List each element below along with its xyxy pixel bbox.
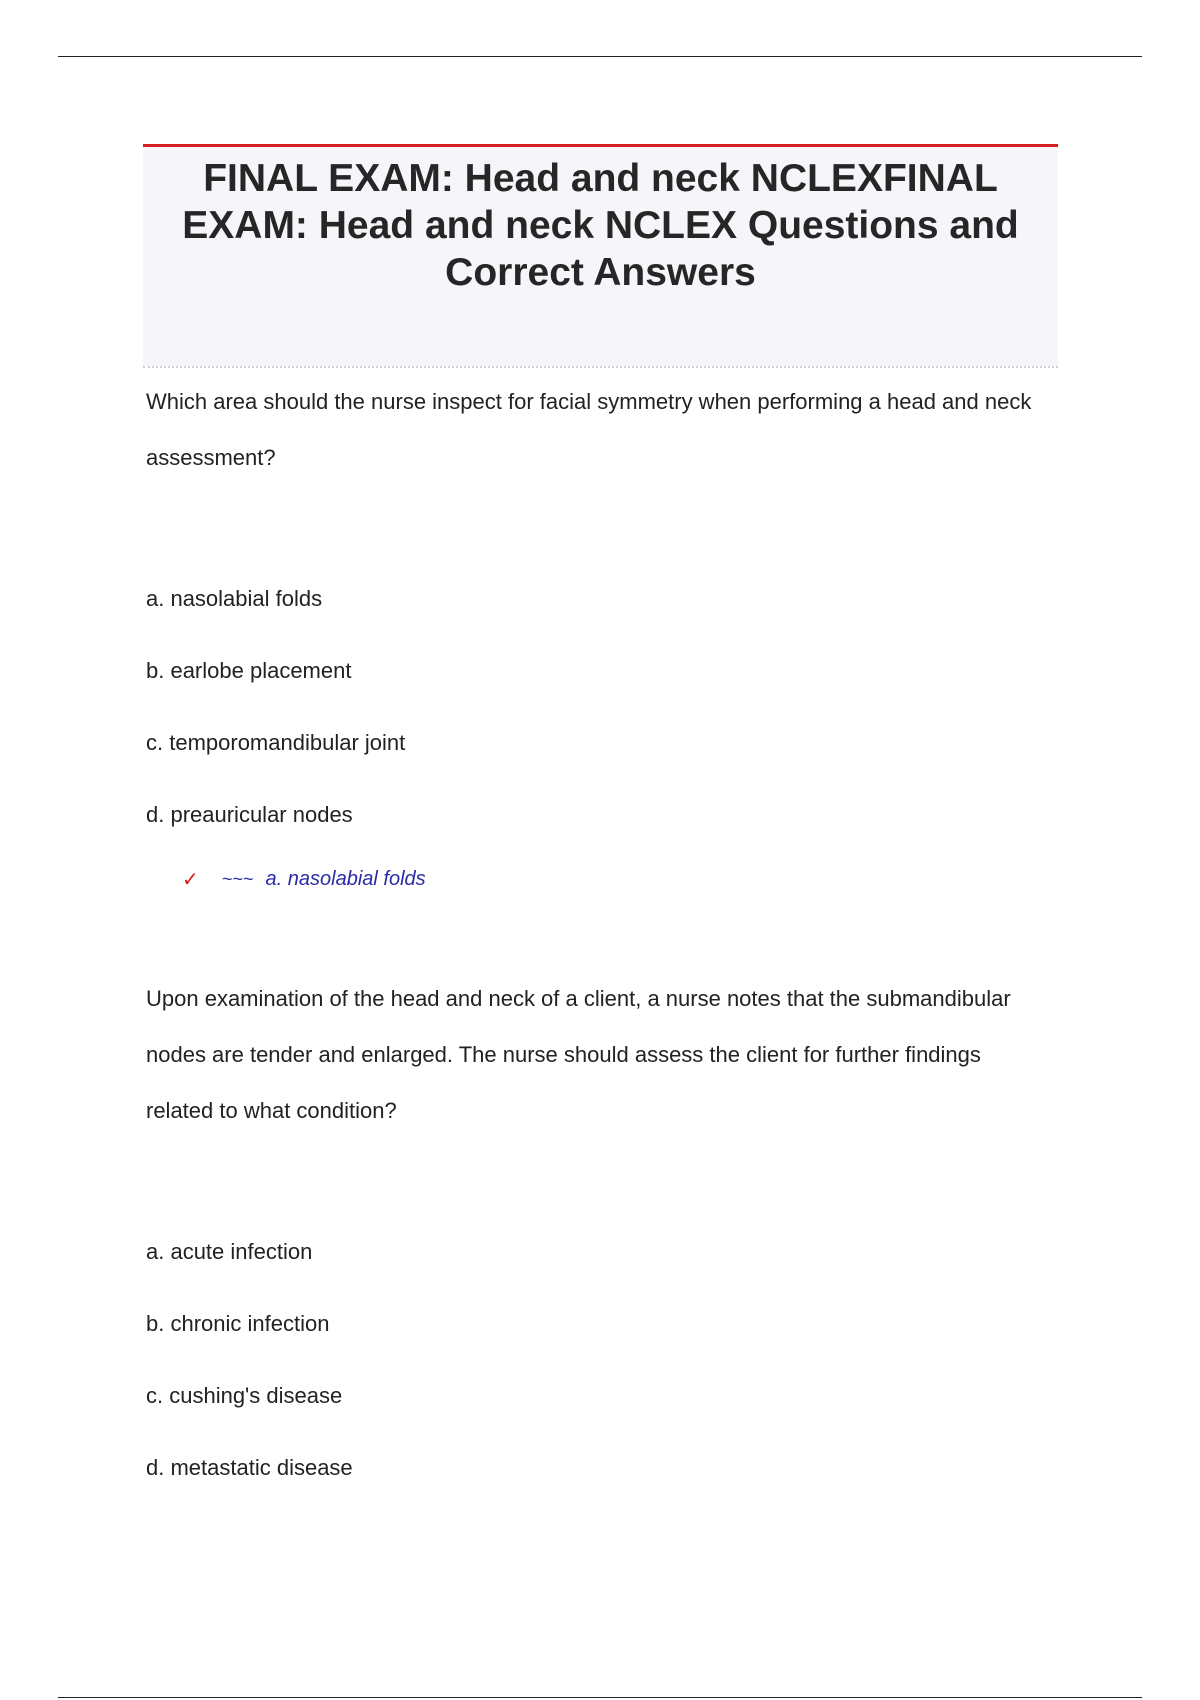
option-item: a. nasolabial folds [146,586,323,611]
option-item: b. chronic infection [146,1311,330,1336]
document-title: FINAL EXAM: Head and neck NCLEXFINAL EXAM: Head and neck NCLEX Questions and Correct Answers [182,157,1019,294]
question-text: Upon examination of the head and neck of a client, a nurse notes that the submandibular nodes are tender and enlarged. The nurse should assess the client for further findings related to what condition? [146,986,1011,1123]
answer-marker: ~~~ [222,869,254,889]
option-item: d. metastatic disease [146,1455,353,1480]
question-block [146,374,1046,892]
answer-text: a. nasolabial folds [265,868,426,890]
title-box [143,144,1058,366]
bottom-rule [58,1697,1142,1698]
option-item: a. acute infection [146,1239,313,1264]
option-item: c. cushing's disease [146,1383,343,1408]
top-rule [58,56,1142,57]
option-item: c. temporomandibular joint [146,730,406,755]
option-list [146,584,1046,829]
checkmark-icon: ✓ [182,869,199,891]
correct-answer [182,867,1046,892]
option-list [146,1237,1046,1482]
option-item: b. earlobe placement [146,658,352,683]
option-item: d. preauricular nodes [146,802,353,827]
dotted-divider [143,366,1058,368]
question-block [146,971,1046,1482]
document-body [146,374,1046,1482]
question-text: Which area should the nurse inspect for facial symmetry when performing a head and neck assessment? [146,389,1032,470]
